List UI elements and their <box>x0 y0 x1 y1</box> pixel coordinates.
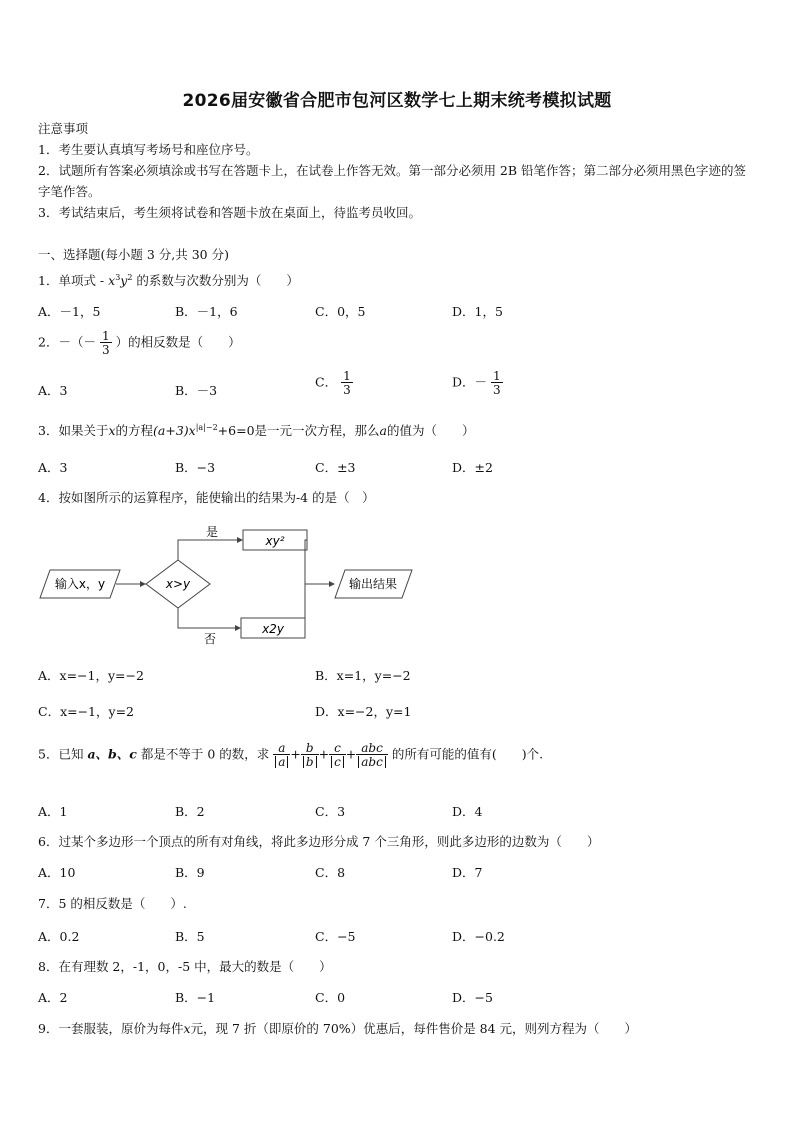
question-7: 7．5 的相反数是（ ）. <box>38 896 187 911</box>
q1-y: y <box>120 273 128 288</box>
q1-prefix: 1．单项式 - <box>38 273 109 288</box>
question-3: 3．如果关于x的方程$(a+3)x^{|a|-2}+6=0$是一元一次方程，那么a的值为（ ） <box>38 422 475 438</box>
q2-option-d[interactable]: D．－ $\frac{1}{3}$ <box>452 369 501 397</box>
question-9: 9．一套服装，原价为每件x元，现 7 折（即原价的 70%）优惠后，每件售价是 84 元，则列方程为（ ） <box>38 1021 638 1036</box>
q6-option-b[interactable]: B．9 <box>175 865 205 880</box>
q6-option-d[interactable]: D．7 <box>452 865 483 880</box>
q8-option-b[interactable]: B．−1 <box>175 990 216 1005</box>
flow-condition-label: x>y <box>165 577 191 591</box>
q3-equation-right: +6=0 <box>217 423 255 438</box>
q2-fraction: $\frac{1}{3}$ <box>101 329 110 357</box>
q4-option-c[interactable]: C．x=−1，y=2 <box>38 704 135 719</box>
q3-option-d[interactable]: D．±2 <box>452 460 493 475</box>
flowchart <box>38 518 418 648</box>
question-1 <box>38 271 299 289</box>
notes-heading: 注意事项 <box>38 121 89 136</box>
q1-option-b[interactable]: B．－1，6 <box>175 304 238 319</box>
q3-option-c[interactable]: C．±3 <box>315 460 356 475</box>
q1-exp-x: 3 <box>115 272 121 282</box>
q5-option-a[interactable]: A．1 <box>38 804 68 819</box>
q3-equation-left: (a+3)x <box>153 423 196 438</box>
flow-no-label: 否 <box>203 632 217 646</box>
q3-option-a[interactable]: A．3 <box>38 460 68 475</box>
question-8: 8．在有理数 2，-1，0，-5 中，最大的数是（ ） <box>38 959 332 974</box>
q6-option-c[interactable]: C．8 <box>315 865 346 880</box>
q7-option-d[interactable]: D．−0.2 <box>452 929 505 944</box>
flow-input-label: 输入x，y <box>54 577 106 591</box>
q1-x: x <box>108 273 116 288</box>
q4-option-a[interactable]: A．x=−1，y=−2 <box>38 668 144 683</box>
q7-option-b[interactable]: B．5 <box>175 929 205 944</box>
question-5: 5．已知 a、b、c 都是不等于 0 的数，求 $\frac{a}{a}$ + $\frac{b}{b}$ + $\frac{c}{c}$ + $\frac{\text{abc}}{\text{abc}}$ 的所有可能的值有( )个. <box>38 741 544 769</box>
q4-option-b[interactable]: B．x=1，y=−2 <box>315 668 411 683</box>
note-2: 2．试题所有答案必须填涂或书写在答题卡上，在试卷上作答无效。第一部分必须用 2B 铅笔作答；第二部分必须用黑色字迹的签字笔作答。 <box>38 163 747 199</box>
q7-option-c[interactable]: C．−5 <box>315 929 356 944</box>
flow-output-label: 输出结果 <box>348 577 398 591</box>
q1-option-c[interactable]: C．0，5 <box>315 304 366 319</box>
question-4: 4．按如图所示的运算程序，能使输出的结果为-4 的是（ ） <box>38 490 375 505</box>
q1-option-d[interactable]: D．1，5 <box>452 304 503 319</box>
q8-option-c[interactable]: C．0 <box>315 990 346 1005</box>
q2-suffix: ）的相反数是（ ） <box>115 334 241 350</box>
note-1: 1．考生要认真填写考场号和座位序号。 <box>38 142 259 157</box>
q2-option-b[interactable]: B．－3 <box>175 383 218 398</box>
section-heading: 一、选择题(每小题 3 分,共 30 分) <box>38 247 229 262</box>
q1-suffix: 的系数与次数分别为（ ） <box>132 273 299 288</box>
question-2 <box>38 330 241 356</box>
q3-exponent: |a|−2 <box>195 422 218 432</box>
note-3: 3．考试结束后，考生须将试卷和答题卡放在桌面上，待监考员收回。 <box>38 205 421 220</box>
q1-option-a[interactable]: A．－1，5 <box>38 304 101 319</box>
question-6: 6．过某个多边形一个顶点的所有对角线，将此多边形分成 7 个三角形，则此多边形的边数为（ ） <box>38 834 600 849</box>
q1-exp-y: 2 <box>127 272 133 282</box>
q3-option-b[interactable]: B．−3 <box>175 460 216 475</box>
q4-option-d[interactable]: D．x=−2，y=1 <box>315 704 412 719</box>
q5-option-b[interactable]: B．2 <box>175 804 205 819</box>
q2-prefix: 2．－（－ <box>38 334 96 350</box>
q5-option-c[interactable]: C．3 <box>315 804 346 819</box>
q7-option-a[interactable]: A．0.2 <box>38 929 80 944</box>
q2-option-a[interactable]: A．3 <box>38 383 68 398</box>
flow-bottom-label: x2y <box>262 622 284 636</box>
q5-option-d[interactable]: D．4 <box>452 804 483 819</box>
q8-option-a[interactable]: A．2 <box>38 990 68 1005</box>
q8-option-d[interactable]: D．−5 <box>452 990 493 1005</box>
q2-option-c[interactable]: C． $\frac{1}{3}$ <box>315 369 351 397</box>
flow-yes-label: 是 <box>205 525 219 539</box>
q6-option-a[interactable]: A．10 <box>38 865 76 880</box>
page-title: 2026届安徽省合肥市包河区数学七上期末统考模拟试题 <box>182 91 612 111</box>
flow-top-label: xy² <box>265 534 285 548</box>
